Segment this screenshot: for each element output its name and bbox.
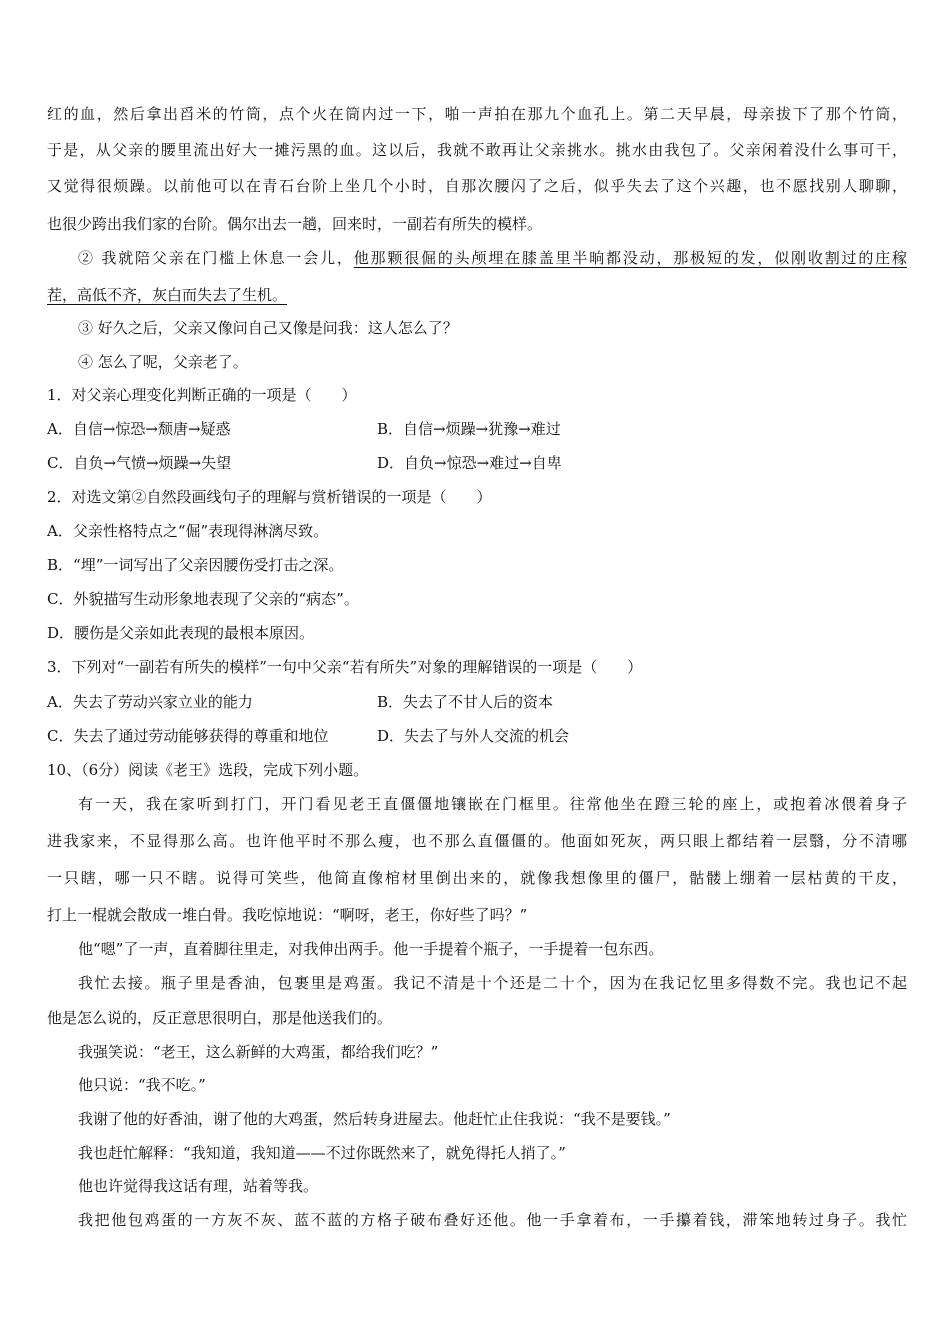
question-2-option-a[interactable]: A．父亲性格特点之“倔”表现得淋漓尽致。 bbox=[47, 522, 329, 540]
underlined-sentence: 茬，高低不齐，灰白而失去了生机。 bbox=[47, 286, 288, 304]
laowang-line: 进我家来，不显得那么高。也许他平时不那么瘦，也不那么直僵僵的。他面如死灰，两只眼上都结着一层翳，分不清哪 bbox=[47, 832, 907, 850]
laowang-line: 他是怎么说的，反正意思很明白，那是他送我们的。 bbox=[47, 1009, 393, 1027]
question-2-option-c[interactable]: C．外貌描写生动形象地表现了父亲的“病态”。 bbox=[47, 590, 359, 608]
question-2-option-b[interactable]: B．“埋”一词写出了父亲因腰伤受打击之深。 bbox=[47, 556, 344, 574]
laowang-line: 有一天，我在家听到打门，开门看见老王直僵僵地镶嵌在门框里。往常他坐在蹬三轮的座上，或抱着冰偎着身子 bbox=[78, 795, 907, 813]
question-2-option-d[interactable]: D．腰伤是父亲如此表现的最根本原因。 bbox=[47, 624, 315, 642]
laowang-paragraph: 他“嗯”了一声，直着脚往里走，对我伸出两手。他一手提着个瓶子，一手提着一包东西。 bbox=[78, 940, 664, 958]
question-3-option-c[interactable]: C．失去了通过劳动能够获得的尊重和地位 bbox=[47, 727, 329, 745]
question-1-option-d[interactable]: D．自负→惊恐→难过→自卑 bbox=[377, 454, 562, 472]
question-2-stem: 2．对选文第②自然段画线句子的理解与赏析错误的一项是（ ） bbox=[47, 488, 492, 506]
paragraph-2-lead: ② 我就陪父亲在门槛上休息一会儿， bbox=[78, 249, 354, 267]
laowang-line: 打上一棍就会散成一堆白骨。我吃惊地说：“啊呀，老王，你好些了吗？” bbox=[47, 906, 528, 924]
underlined-sentence: 他那颗很倔的头颅埋在膝盖里半晌都没动，那极短的发，似刚收割过的庄稼 bbox=[353, 249, 907, 267]
paragraph-2-cont bbox=[47, 285, 907, 305]
question-3-stem: 3．下列对“一副若有所失的模样”一句中父亲“若有所失”对象的理解错误的一项是（ ） bbox=[47, 658, 643, 676]
passage-line: 也很少跨出我们家的台阶。偶尔出去一趟，回来时，一副若有所失的模样。 bbox=[47, 215, 543, 233]
paragraph-2 bbox=[78, 248, 907, 268]
laowang-paragraph: 他只说：“我不吃。” bbox=[78, 1076, 206, 1094]
question-1-option-a[interactable]: A．自信→惊恐→颓唐→疑惑 bbox=[47, 420, 231, 438]
laowang-line: 我忙去接。瓶子里是香油，包裹里是鸡蛋。我记不清是十个还是二十个，因为在我记忆里多得数不完。我也记不起 bbox=[78, 974, 907, 992]
passage-line: 于是，从父亲的腰里流出好大一摊污黑的血。这以后，我就不敢再让父亲挑水。挑水由我包了。父亲闲着没什么事可干， bbox=[47, 141, 907, 159]
question-3-option-d[interactable]: D．失去了与外人交流的机会 bbox=[377, 727, 570, 745]
question-3-option-b[interactable]: B．失去了不甘人后的资本 bbox=[377, 693, 554, 711]
question-3-option-a[interactable]: A．失去了劳动兴家立业的能力 bbox=[47, 693, 253, 711]
laowang-paragraph: 我也赶忙解释：“我知道，我知道——不过你既然来了，就免得托人捎了。” bbox=[78, 1144, 566, 1162]
question-1-stem: 1．对父亲心理变化判断正确的一项是（ ） bbox=[47, 386, 357, 404]
passage-line: 红的血，然后拿出舀米的竹筒，点个火在筒内过一下，啪一声拍在那九个血孔上。第二天早晨，母亲拔下了那个竹筒， bbox=[47, 105, 907, 123]
paragraph-4: ④ 怎么了呢，父亲老了。 bbox=[78, 353, 248, 371]
question-1-option-b[interactable]: B．自信→烦躁→犹豫→难过 bbox=[377, 420, 561, 438]
question-10-heading: 10、（6分）阅读《老王》选段，完成下列小题。 bbox=[47, 761, 369, 779]
laowang-line: 一只瞎，哪一只不瞎。说得可笑些，他简直像棺材里倒出来的，就像我想像里的僵尸，骷髅上绷着一层枯黄的干皮， bbox=[47, 869, 907, 887]
question-1-option-c[interactable]: C．自负→气愤→烦躁→失望 bbox=[47, 454, 232, 472]
passage-line: 又觉得很烦躁。以前他可以在青石台阶上坐几个小时，自那次腰闪了之后，似乎失去了这个兴趣，也不愿找别人聊聊， bbox=[47, 177, 907, 195]
paragraph-3: ③ 好久之后，父亲又像问自己又像是问我：这人怎么了？ bbox=[78, 319, 458, 337]
laowang-paragraph: 他也许觉得我这话有理，站着等我。 bbox=[78, 1177, 319, 1195]
laowang-paragraph: 我强笑说：“老王，这么新鲜的大鸡蛋，都给我们吃？” bbox=[78, 1043, 439, 1061]
laowang-paragraph: 我把他包鸡蛋的一方灰不灰、蓝不蓝的方格子破布叠好还他。他一手拿着布，一手攥着钱，滞笨地转过身子。我忙 bbox=[78, 1211, 907, 1229]
laowang-paragraph: 我谢了他的好香油，谢了他的大鸡蛋，然后转身进屋去。他赶忙止住我说：“我不是要钱。” bbox=[78, 1110, 671, 1128]
